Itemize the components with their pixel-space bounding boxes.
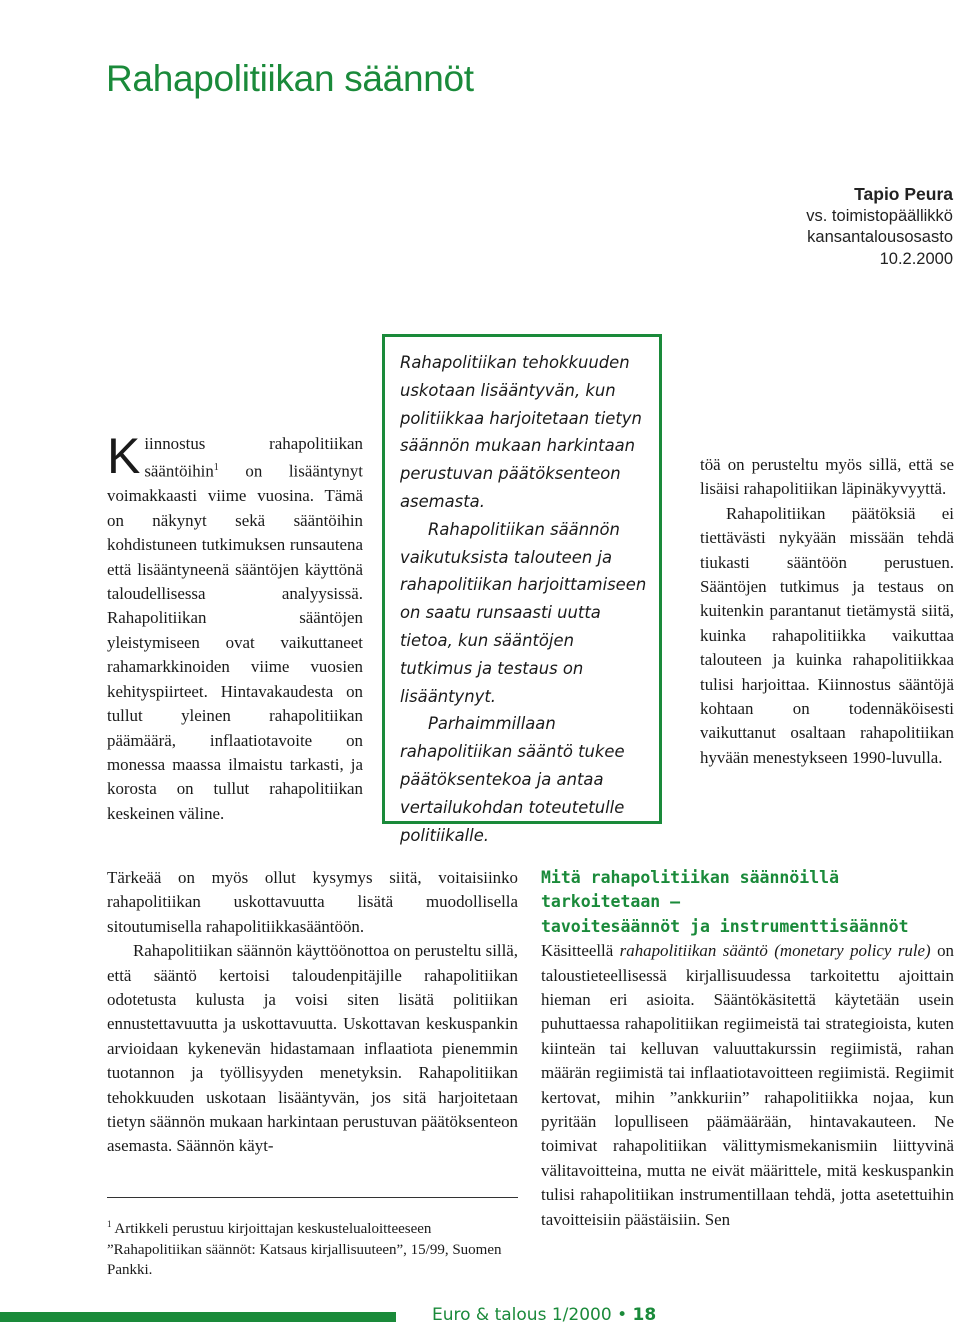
intro-column <box>107 428 363 826</box>
pull-quote-paragraph: Rahapolitiikan säännön vaikutuksista talouteen ja rahapolitiikan harjoittamiseen on saatu runsaasti uutta tietoa, kun sääntöjen tutkimus ja testaus on lisääntynyt. <box>400 519 647 706</box>
author-role: vs. toimistopäällikkö <box>806 206 953 225</box>
footer-text <box>432 1305 656 1325</box>
publication-name: Euro & talous 1/2000 <box>432 1305 612 1325</box>
footer-separator: • <box>617 1305 628 1325</box>
footnote-number: 1 <box>107 1219 112 1229</box>
body-paragraph: töä on perusteltu myös sillä, että se lisäisi rahapolitiikan läpinäkyvyyttä. <box>700 455 954 499</box>
footnote-divider <box>107 1197 518 1198</box>
body-text: Käsitteellä <box>541 941 620 961</box>
footnote-reference[interactable]: 1 <box>213 462 219 474</box>
page-number: 18 <box>632 1305 657 1325</box>
author-name: Tapio Peura <box>854 184 953 204</box>
pull-quote-paragraph: Rahapolitiikan tehokkuuden uskotaan lisääntyvän, kun politiikkaa harjoitetaan tietyn säännön mukaan harkintaan perustuvan päätöksenteon asemasta. <box>400 353 642 511</box>
intro-text-start: iinnostus rahapolitiikan sääntöihin <box>144 434 363 482</box>
section-heading-line: Mitä rahapolitiikan säännöillä <box>541 868 840 887</box>
body-paragraph <box>541 939 954 1232</box>
body-paragraph: Rahapolitiikan säännön käyttöönottoa on perusteltu sillä, että sääntö kertoisi taloudenpitäjille rahapolitiikan odotetusta kulusta ja voisi siten lisätä politiikan ennustettavuutta ja uskottavuutta. Uskottavan keskuspankin arvioidaan kykenevän hidastamaan inflaatiota pienemmin tuotannon ja työllisyyden menetyksin. Rahapolitiikan tehokkuuden uskotaan lisääntyvän, jos sitä harjoitetaan tietyn säännön mukaan harkintaan perustuvan päätöksenteon asemasta. Säännön käyt- <box>107 941 518 1156</box>
author-department: kansantalousosasto <box>807 228 953 246</box>
section-heading-line: tavoitesäännöt ja instrumenttisäännöt <box>541 916 909 936</box>
section-heading <box>541 866 954 939</box>
body-paragraph: Rahapolitiikan päätöksiä ei tiettävästi nykyään missään tehdä tiukasti sääntöön perustuen. Sääntöjen tutkimus ja testaus on kuitenkin parantanut tietämystä siitä, kuinka rahapolitiikka vaikuttaa talouteen ja kuinka rahapolitiikkaa tulisi harjoittaa. Kiinnostus sääntöjä kohtaan on todennäköisesti vaikuttanut osaltaan rahapolitiikan hyvään menestykseen 1990-luvulla. <box>700 503 954 767</box>
byline <box>806 184 953 270</box>
footer-color-bar <box>0 1312 396 1322</box>
intro-text-rest: on lisääntynyt voimakkaasti viime vuosina. Tämä on näkynyt sekä sääntöihin kohdistuneen tutkimuksen runsautena että lisääntyneenä sääntöjen käyttönä taloudellisessa analyysissä. Rahapolitiikan sääntöjen yleistymiseen ovat vaikuttaneet rahamarkkinoiden viime vuosien kehityspiirteet. Hintavakaudesta on tullut yleinen rahapolitiikan päämäärä, inflaatiotavoite on monessa maassa ilmaistu tarkasti, ja korosta on tullut rahapolitiikan keskeinen väline. <box>107 462 363 823</box>
pull-quote-paragraph: Parhaimmillaan rahapolitiikan sääntö tukee päätöksentekoa ja antaa vertailukohdan toteutetulle politiikalle. <box>400 714 625 845</box>
section-heading-line: tarkoitetaan – <box>541 892 681 912</box>
footnote-text: Artikkeli perustuu kirjoittajan keskustelualoitteeseen ”Rahapolitiikan säännöt: Katsaus kirjallisuuteen”, 15/99, Suomen Pankki. <box>107 1221 502 1278</box>
defined-term: rahapolitiikan sääntö (monetary policy rule) <box>619 941 931 961</box>
article-date: 10.2.2000 <box>879 249 953 268</box>
page-footer <box>0 1304 960 1330</box>
drop-cap: K <box>107 428 141 484</box>
pull-quote-box <box>382 334 662 845</box>
body-paragraph: Tärkeää on myös ollut kysymys siitä, voitaisiinko rahapolitiikan uskottavuutta lisätä muodollisella sitoutumisella rahapolitiikkasääntöön. <box>107 868 518 936</box>
footnote <box>107 1214 527 1281</box>
article-title: Rahapolitiikan säännöt <box>106 58 474 99</box>
section-two-column <box>541 866 954 1232</box>
right-column <box>700 453 954 770</box>
body-column-wide <box>107 866 518 1159</box>
body-text: on taloustieteellisessä kirjallisuudessa tarkoitettu ajoittain hieman eri asioita. Sääntökäsitettä käytetään usein puhuttaessa rahapolitiikan regiimeistä tai strategioista, kuten kiinteän tai kelluvan valuuttakurssin regiimistä, rahan määrän regiimistä tai inflaatiotavoitteen regiimistä. Regiimit kertovat, mihin ”ankkuriin” rahapolitiikka nojaa, kun pyritään lopulliseen päämäärään, hintavakauteen. Ne toimivat rahapolitiikan välittymismekanismiin liittyvinä välitavoitteina, mutta ne eivät määrittele, mitä keskuspankin tulisi rahapolitiikan instrumentillaan tehdä, jotta asetettuihin tavoitteisiin päästäisiin. Sen <box>541 941 954 1229</box>
